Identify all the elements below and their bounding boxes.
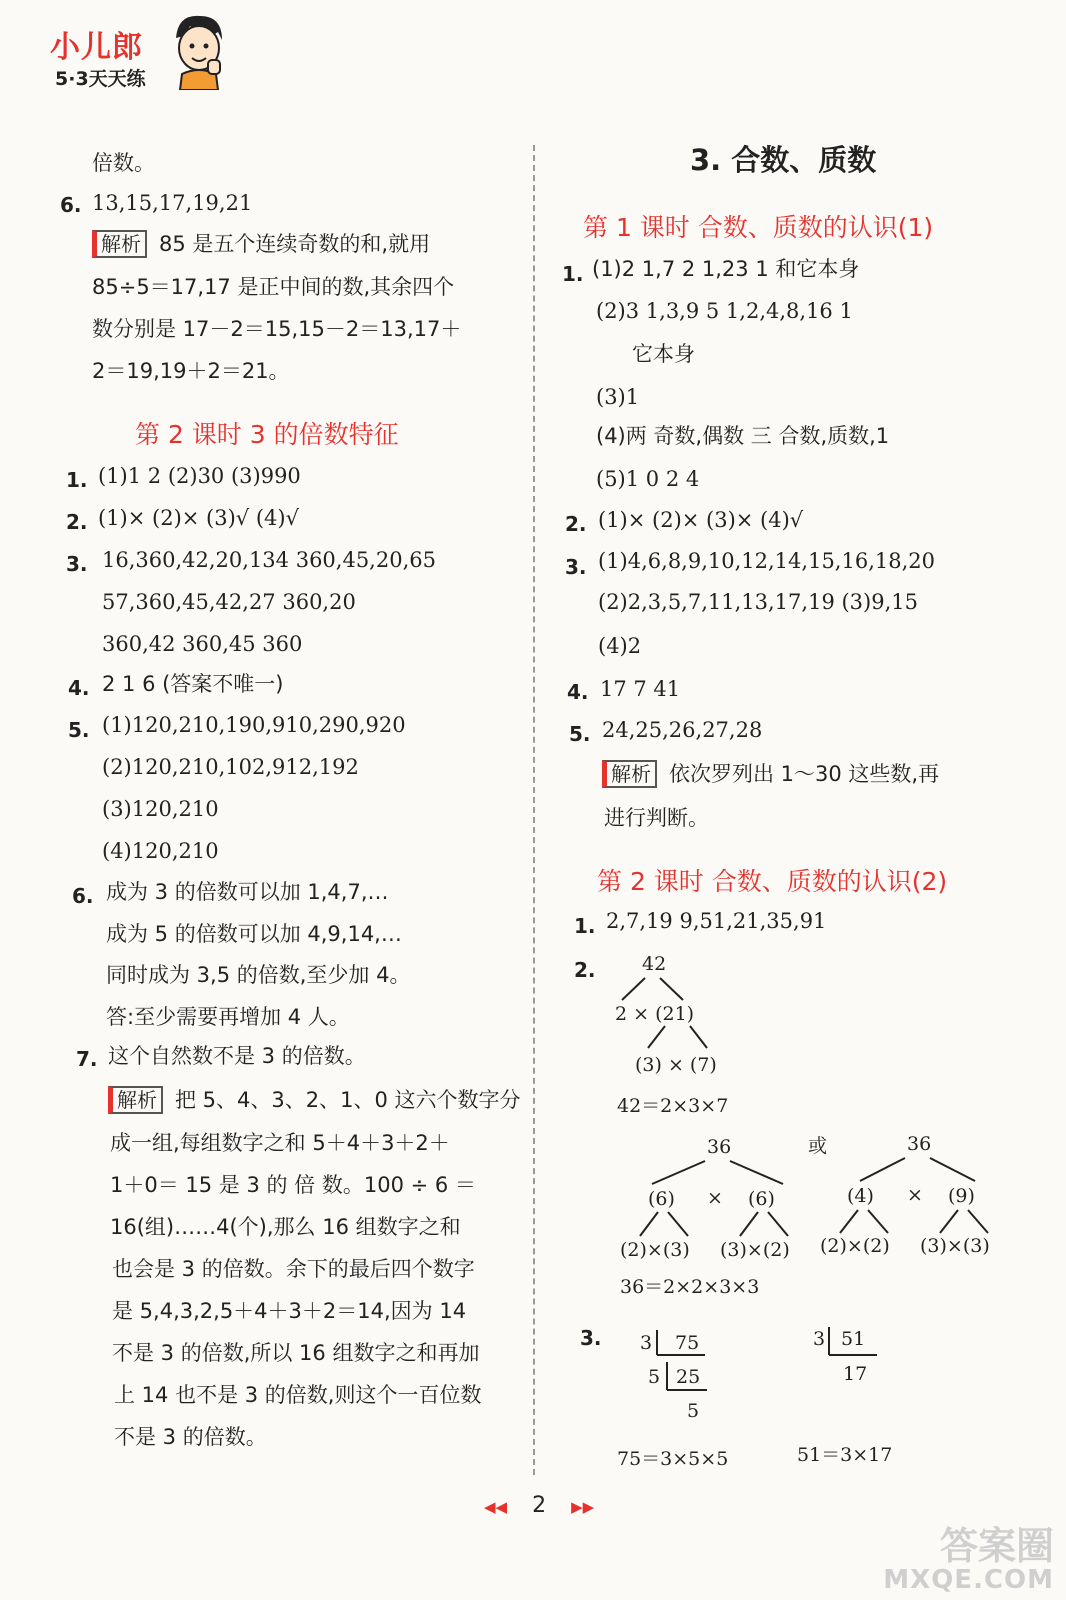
answer-line: (2)120,210,102,912,192: [102, 755, 359, 779]
equation: 51＝3×17: [797, 1444, 893, 1466]
section-title: 第 2 课时 3 的倍数特征: [135, 420, 399, 449]
tree-node: (4): [847, 1185, 874, 1207]
divisor: 3: [813, 1328, 826, 1350]
question-number: 4.: [567, 680, 589, 704]
explanation-line: 也会是 3 的倍数。余下的最后四个数字: [112, 1257, 475, 1281]
tree-node: (2)×(3): [620, 1239, 690, 1261]
answer-line: (1)120,210,190,910,290,920: [102, 713, 406, 737]
tree-node: ×: [907, 1184, 923, 1206]
tree-node: 2 × (21): [615, 1003, 695, 1025]
question-number: 6.: [60, 193, 82, 217]
tree-node: (3)×(3): [920, 1235, 990, 1257]
watermark-line2: MXQE.COM: [883, 1565, 1054, 1595]
answer-line: (4)两 奇数,偶数 三 合数,质数,1: [596, 424, 890, 448]
equation: 36＝2×2×3×3: [620, 1276, 760, 1298]
answer-line: 57,360,45,42,27 360,20: [102, 590, 356, 614]
answer-line: (5)1 0 2 4: [596, 467, 700, 491]
explanation-line: 成一组,每组数字之和 5＋4＋3＋2＋: [110, 1131, 450, 1155]
answer-line: 360,42 360,45 360: [102, 632, 303, 656]
tree-node: (3) × (7): [635, 1054, 717, 1076]
explanation-line: [602, 760, 939, 788]
analysis-tag: 解析: [108, 1086, 163, 1114]
question-number: 7.: [76, 1047, 98, 1071]
explanation-line: 数分别是 17－2＝15,15－2＝13,17＋: [92, 317, 462, 341]
answer-line: (1)2 1,7 2 1,23 1 和它本身: [592, 257, 860, 281]
factor-tree-42: [622, 978, 707, 1048]
answer-line: 这个自然数不是 3 的倍数。: [108, 1044, 366, 1068]
answer-line: (3)120,210: [102, 797, 219, 821]
divisor: 3: [640, 1332, 653, 1354]
watermark: [883, 1526, 1054, 1594]
explanation-line: 2＝19,19＋2＝21。: [92, 359, 290, 383]
answer-line: 2,7,19 9,51,21,35,91: [606, 909, 827, 933]
equation: 75＝3×5×5: [617, 1448, 729, 1470]
question-number: 3.: [565, 555, 587, 579]
question-number: 1.: [574, 914, 596, 938]
answer-line: (2)3 1,3,9 5 1,2,4,8,16 1: [596, 299, 853, 323]
question-number: 6.: [72, 884, 94, 908]
dividend: 75: [675, 1332, 700, 1354]
question-number: 3.: [580, 1326, 602, 1350]
answer-line: 2 1 6 (答案不唯一): [102, 672, 284, 696]
section-title: 第 2 课时 合数、质数的认识(2): [597, 867, 948, 896]
dividend: 51: [841, 1328, 866, 1350]
explanation-line: 16(组)……4(个),那么 16 组数字之和: [110, 1215, 461, 1239]
chapter-title: 3. 合数、质数: [690, 143, 877, 177]
explanation-text: 85 是五个连续奇数的和,就用: [159, 232, 431, 256]
mascot-boy-icon: [168, 10, 230, 90]
tree-node: 36: [907, 1133, 932, 1155]
or-label: 或: [808, 1135, 828, 1157]
answer-line: 16,360,42,20,134 360,45,20,65: [102, 548, 436, 572]
explanation-line: 85÷5＝17,17 是正中间的数,其余四个: [92, 275, 455, 299]
answer-line: 同时成为 3,5 的倍数,至少加 4。: [106, 963, 411, 987]
analysis-tag: 解析: [92, 230, 147, 258]
answer-line: (1)1 2 (2)30 (3)990: [98, 464, 301, 488]
answer-line: 24,25,26,27,28: [602, 718, 763, 742]
short-division-75: [657, 1330, 707, 1390]
answer-line: 13,15,17,19,21: [92, 191, 253, 215]
page-number-text: 2: [532, 1493, 547, 1518]
answer-line: (4)120,210: [102, 839, 219, 863]
tree-node: (6): [748, 1188, 775, 1210]
tree-node: 36: [707, 1136, 732, 1158]
question-number: 3.: [66, 552, 88, 576]
quotient: 17: [843, 1363, 868, 1385]
answer-line: (1)× (2)× (3)× (4)√: [598, 508, 804, 532]
analysis-tag: 解析: [602, 760, 657, 788]
brand-subtitle: 5·3天天练: [55, 68, 146, 90]
answer-line: 它本身: [632, 342, 695, 366]
tree-node: (9): [948, 1185, 975, 1207]
explanation-text: 把 5、4、3、2、1、0 这六个数字分: [175, 1088, 521, 1112]
question-number: 2.: [565, 512, 587, 536]
tree-node: ×: [707, 1187, 723, 1209]
brand-title: 小儿郎: [50, 30, 143, 65]
factor-tree-36b: [840, 1158, 988, 1233]
explanation-line: 1＋0＝ 15 是 3 的 倍 数。100 ÷ 6 ＝: [110, 1173, 476, 1197]
answer-line: (3)1: [596, 385, 640, 409]
answer-line: 成为 5 的倍数可以加 4,9,14,…: [106, 922, 402, 946]
prev-arrows-icon: ◀◀: [484, 1498, 508, 1516]
explanation-line: [92, 230, 430, 258]
short-division-51: [829, 1327, 877, 1355]
question-number: 2.: [66, 510, 88, 534]
section-title: 第 1 课时 合数、质数的认识(1): [583, 213, 934, 242]
answer-line: (2)2,3,5,7,11,13,17,19 (3)9,15: [598, 590, 918, 614]
divisor: 5: [648, 1366, 661, 1388]
question-number: 5.: [68, 718, 90, 742]
question-number: 1.: [66, 468, 88, 492]
explanation-line: 不是 3 的倍数。: [114, 1425, 267, 1449]
tree-node: (6): [648, 1188, 675, 1210]
explanation-line: 进行判断。: [604, 806, 709, 830]
question-number: 5.: [569, 722, 591, 746]
explanation-line: 上 14 也不是 3 的倍数,则这个一百位数: [114, 1383, 482, 1407]
column-divider: [533, 145, 535, 1475]
equation: 42＝2×3×7: [617, 1095, 729, 1117]
answer-line: (4)2: [598, 634, 642, 658]
page-number: [484, 1493, 594, 1518]
tree-node: (2)×(2): [820, 1235, 890, 1257]
tree-node: 42: [642, 953, 667, 975]
text-line: 倍数。: [92, 151, 155, 175]
watermark-line1: 答案圈: [939, 1524, 1054, 1568]
answer-line: 答:至少需要再增加 4 人。: [106, 1005, 350, 1029]
question-number: 4.: [68, 676, 90, 700]
answer-line: (1)× (2)× (3)√ (4)√: [98, 506, 299, 530]
answer-line: 17 7 41: [600, 677, 681, 701]
quotient: 5: [687, 1400, 700, 1422]
dividend: 25: [676, 1366, 701, 1388]
tree-node: (3)×(2): [720, 1239, 790, 1261]
explanation-line: 不是 3 的倍数,所以 16 组数字之和再加: [112, 1341, 480, 1365]
next-arrows-icon: ▶▶: [571, 1498, 595, 1516]
answer-line: (1)4,6,8,9,10,12,14,15,16,18,20: [598, 549, 935, 573]
answer-line: 成为 3 的倍数可以加 1,4,7,…: [106, 880, 389, 904]
explanation-line: 是 5,4,3,2,5＋4＋3＋2＝14,因为 14: [112, 1299, 467, 1323]
question-number: 2.: [574, 958, 596, 982]
explanation-text: 依次罗列出 1～30 这些数,再: [669, 762, 940, 786]
explanation-line: [108, 1086, 521, 1114]
question-number: 1.: [562, 262, 584, 286]
factor-tree-36a: [640, 1161, 788, 1236]
